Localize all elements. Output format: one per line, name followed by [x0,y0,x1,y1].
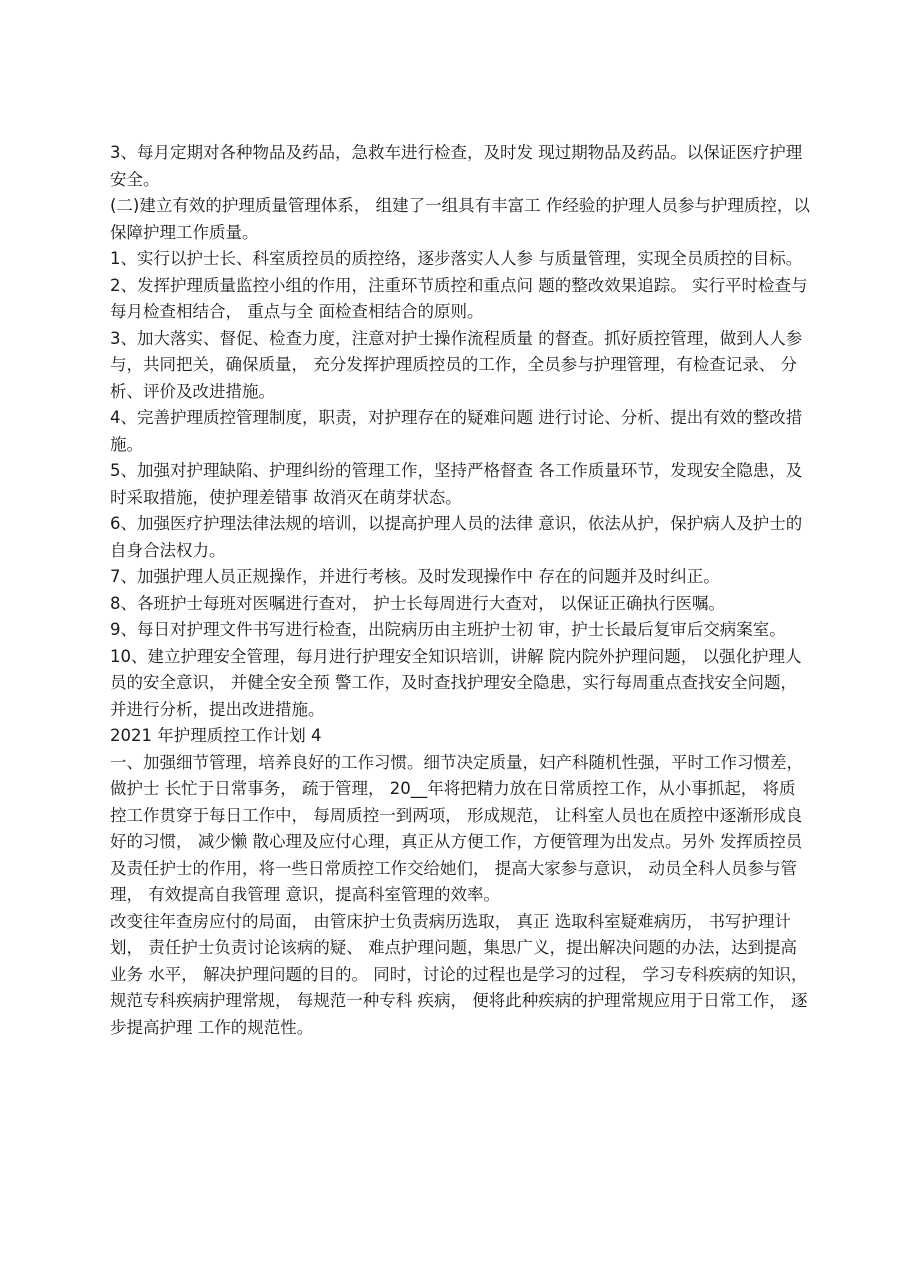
paragraph: 3、加大落实、督促、检查力度，注意对护士操作流程质量 的督查。抓好质控管理，做到人人参与，共同把关，确保质量， 充分发挥护理质控员的工作，全员参与护理管理，有检查记录、 分析、评价及改进措施。 [110,328,803,401]
paragraph: 3、每月定期对各种物品及药品，急救车进行检查，及时发 现过期物品及药品。以保证医疗护理安全。 [110,143,803,189]
paragraph: 2、发挥护理质量监控小组的作用，注重环节质控和重点问 题的整改效果追踪。 实行平时检查与每月检查相结合， 重点与全 面检查相结合的原则。 [110,275,808,321]
paragraph: (二)建立有效的护理质量管理体系， 组建了一组具有丰富工 作经验的护理人员参与护理质控，以保障护理工作质量。 [110,196,810,242]
paragraph: 5、加强对护理缺陷、护理纠纷的管理工作，坚持严格督查 各工作质量环节，发现安全隐患，及时采取措施，使护理差错事 故消灭在萌芽状态。 [110,461,803,507]
paragraph: 1、实行以护士长、科室质控员的质控络，逐步落实人人参 与质量管理，实现全员质控的目标。 [110,249,803,268]
paragraph: 6、加强医疗护理法律法规的培训，以提高护理人员的法律 意识，依法从护，保护病人及护士的自身合法权力。 [110,514,803,560]
paragraph: 8、各班护士每班对医嘱进行查对， 护士长每周进行大查对， 以保证正确执行医嘱。 [110,593,725,613]
document-body [110,140,810,1041]
paragraph: 7、加强护理人员正规操作，并进行考核。及时发现操作中 存在的问题并及时纠正。 [110,567,720,586]
paragraph: 4、完善护理质控管理制度，职责，对护理存在的疑难问题 进行讨论、分析、提出有效的整改措施。 [110,408,803,454]
paragraph: 10、建立护理安全管理，每月进行护理安全知识培训，讲解 院内院外护理问题， 以强化护理人员的安全意识， 并健全安全预 警工作，及时查找护理安全隐患，实行每周重点查找安全问题， 并进行分析，提出改进措施。 [110,646,802,719]
paragraph: 9、每日对护理文件书写进行检查，出院病历由主班护士初 审，护士长最后复审后交病案室。 [110,620,786,639]
section-heading: 2021 年护理质控工作计划 4 [110,726,322,745]
paragraph: 改变往年查房应付的局面， 由管床护士负责病历选取， 真正 选取科室疑难病历， 书写护理计划， 责任护士负责讨论该病的疑、 难点护理问题，集思广义，提出解决问题的办法，达到提高业务 水平， 解决护理问题的目的。 同时，讨论的过程也是学习的过程， 学习专科疾病的知识， 规范专科疾病护理常规， 每规范一种专科 疾病， 便将此种疾病的护理常规应用于日常工作， 逐步提高护理 工作的规范性。 [110,911,808,1037]
paragraph: 一、加强细节管理，培养良好的工作习惯。细节决定质量，妇产科随机性强，平时工作习惯差，做护士 长忙于日常事务， 疏于管理， 20__年将把精力放在日常质控工作，从小事抓起， 将质控工作贯穿于每日工作中， 每周质控一到两项， 形成规范， 让科室人员也在质控中逐渐形成良好的习惯， 减少懒 散心理及应付心理，真正从方便工作，方便管理为出发点。另外 发挥质控员及责任护士的作用，将一些日常质控工作交给她们， 提高大家参与意识， 动员全科人员参与管理， 有效提高自我管理 意识，提高科室管理的效率。 [110,752,803,904]
